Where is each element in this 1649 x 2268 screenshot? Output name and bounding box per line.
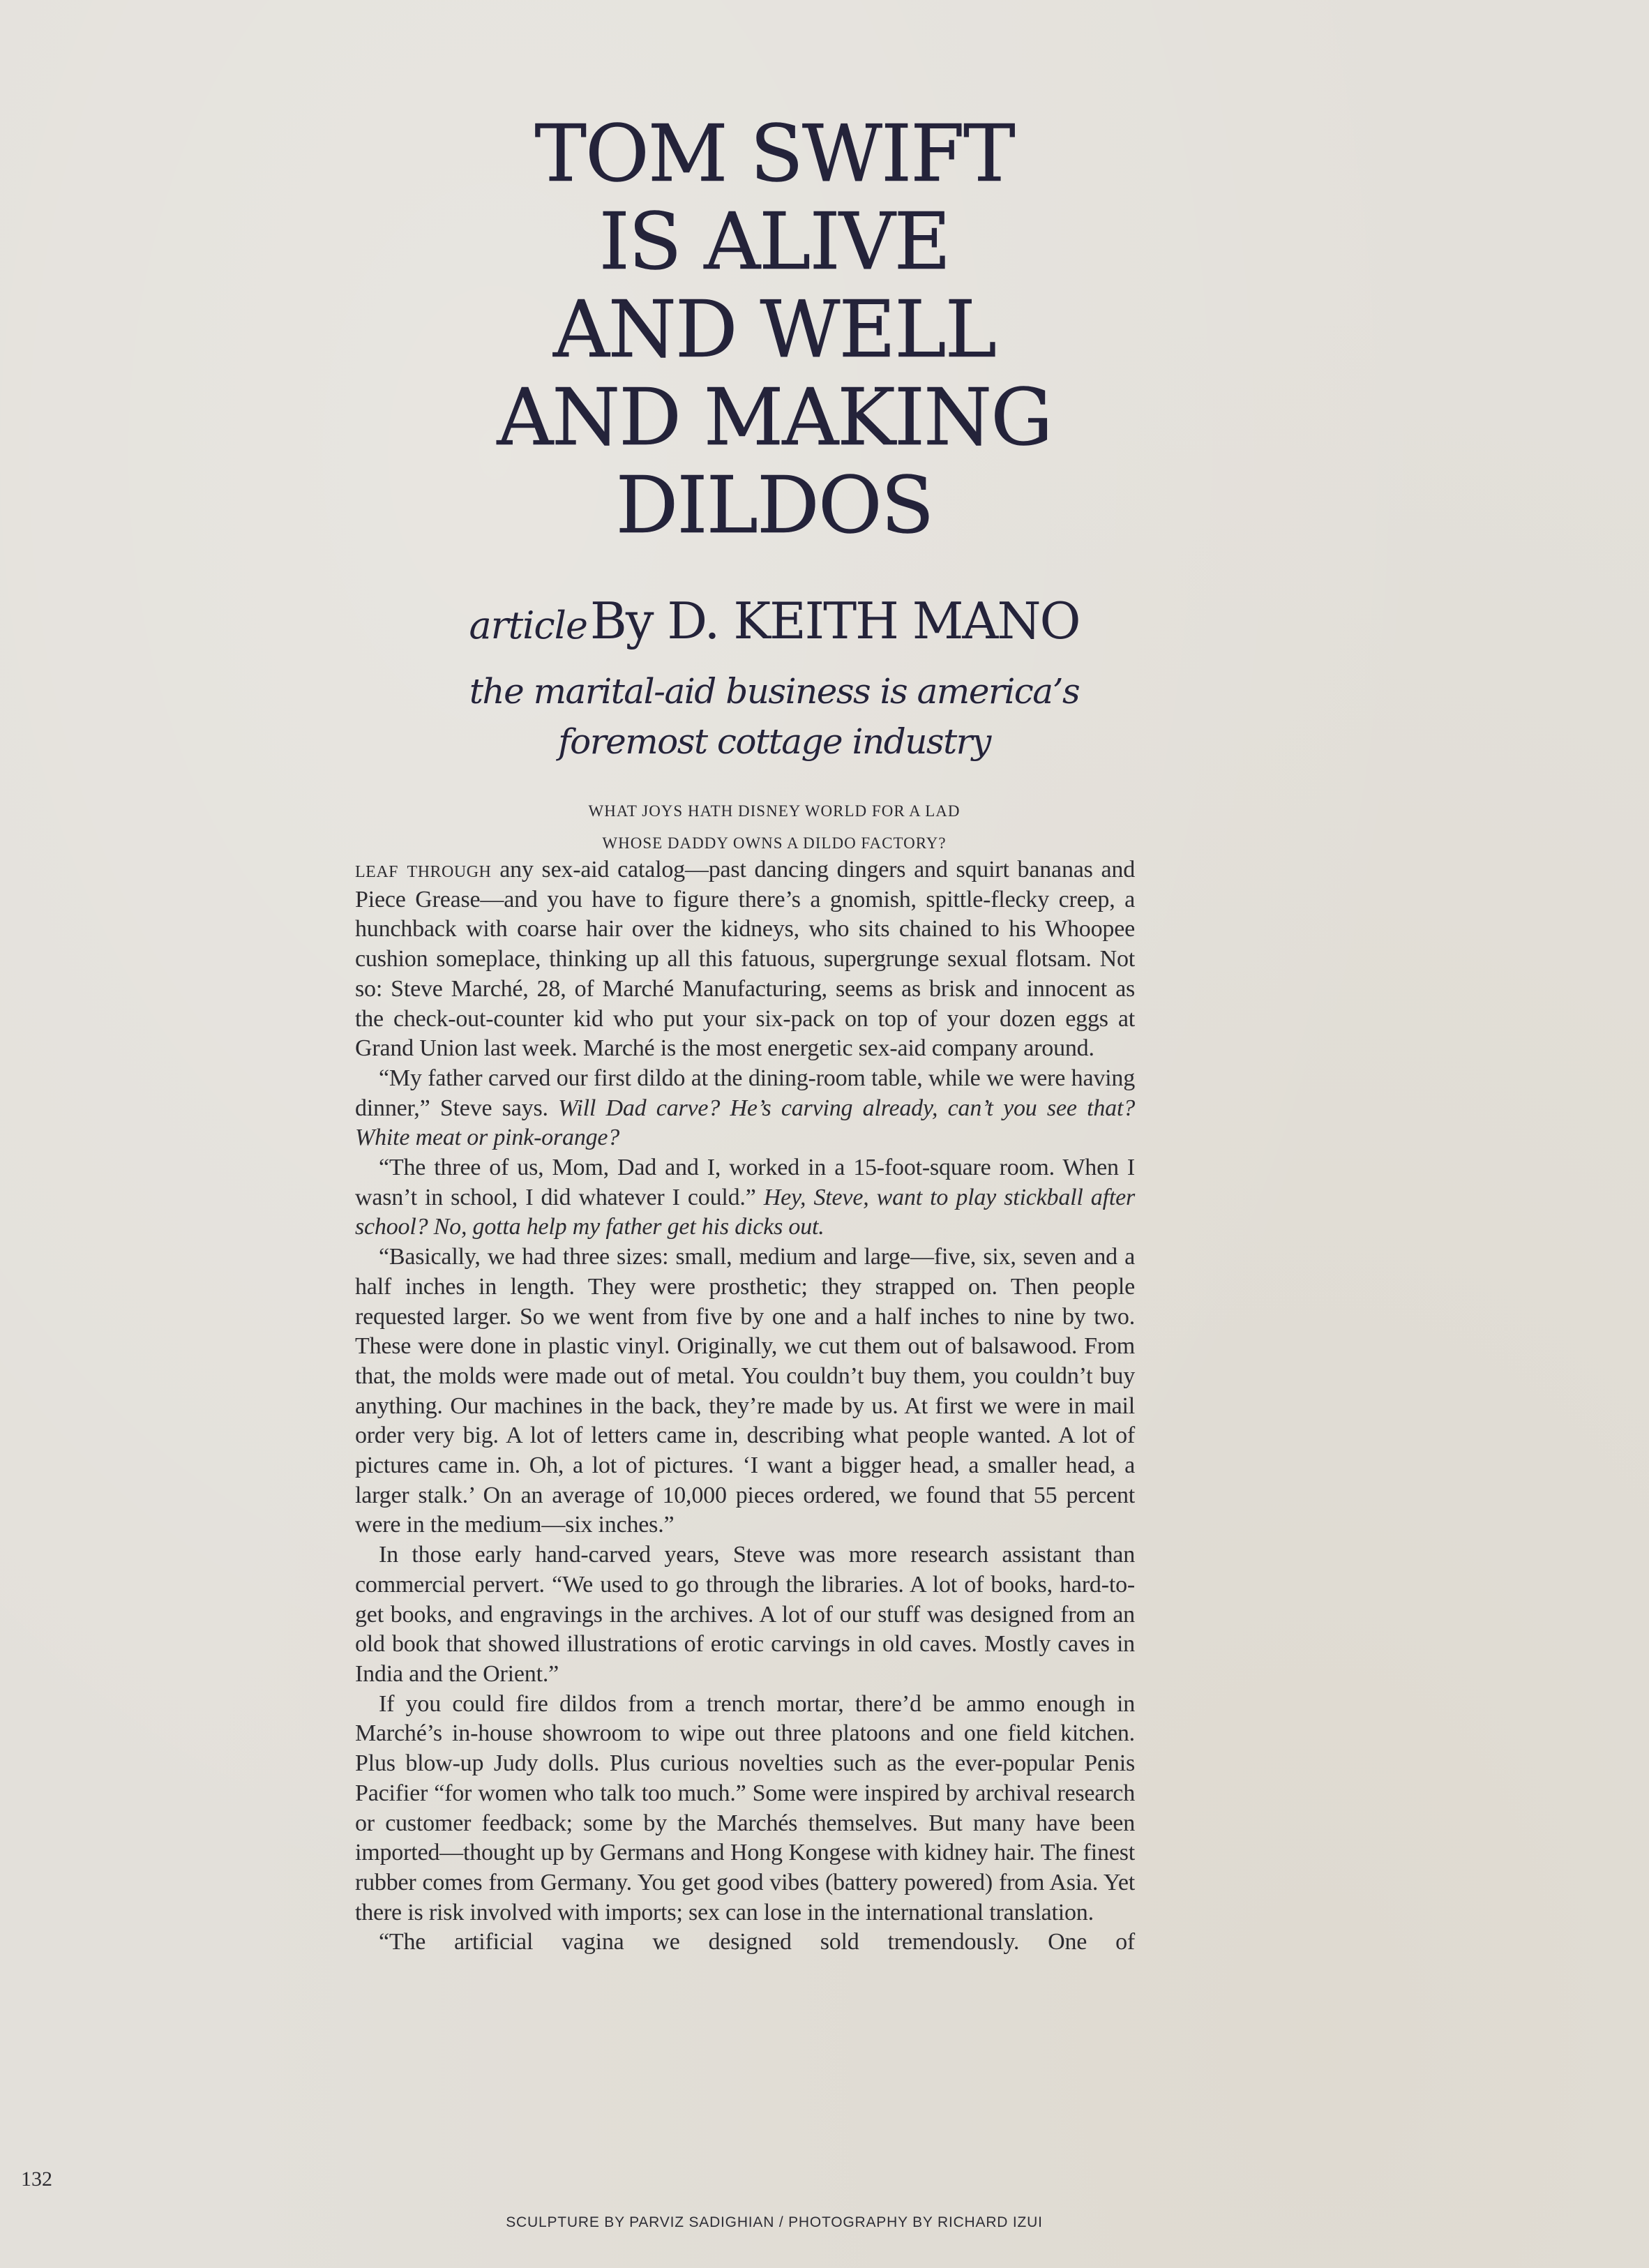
body-paragraph [355, 855, 1135, 1064]
section-teaser [391, 795, 1158, 859]
article-dek [391, 666, 1158, 767]
body-paragraph [355, 1928, 1135, 1958]
page-number: 132 [21, 2168, 52, 2191]
body-paragraph [355, 1242, 1135, 1540]
article-headline [391, 110, 1158, 550]
dek-line: the marital-aid business is america’s [469, 671, 1080, 712]
body-paragraph [355, 1153, 1135, 1242]
body-paragraph [355, 1540, 1135, 1690]
byline-kicker: article [469, 603, 587, 647]
headline-line: TOM SWIFT [534, 109, 1014, 200]
paragraph-text: If you could fire dildos from a trench mortar, there’d be ammo enough in Marché’s in-house showroom to wipe out three platoons and one field kitchen. Plus blow-up Judy dolls. Plus curious novelties such as the ever-popular Penis Pacifier “for women who talk too much.” Some were inspired by archival research or customer feedback; some by the Marchés themselves. But many have been imported—thought up by Germans and Hong Kongese with kidney hair. The finest rubber comes from Germany. You get good vibes (battery powered) from Asia. Yet there is risk involved with imports; sex can lose in the international translation. [355, 1690, 1135, 1925]
paragraph-italic-aside: Hey, Steve, want to play stickball after school? No, gotta help my father get his dicks out. [355, 1184, 1135, 1240]
paragraph-text: “Basically, we had three sizes: small, medium and large—five, six, seven and a half inches in length. They were prosthetic; they strapped on. Then people requested larger. So we went from five by one and a half inches to nine by two. These were done in plastic vinyl. Originally, we cut them out of balsawood. From that, the molds were made out of metal. You couldn’t buy them, you couldn’t buy anything. Our machines in the back, they’re made by us. At first we were in mail order very big. A lot of letters came in, describing what people wanted. A lot of pictures came in. Oh, a lot of pictures. ‘I want a bigger head, a smaller head, a larger stalk.’ On an average of 10,000 pieces ordered, we found that 55 percent were in the medium—six inches.” [355, 1244, 1135, 1538]
lead-in-smallcaps: leaf through [355, 857, 492, 883]
headline-line: DILDOS [615, 460, 933, 551]
dek-line: foremost cottage industry [558, 721, 991, 762]
photo-credits: SCULPTURE BY PARVIZ SADIGHIAN / PHOTOGRAPHY BY RICHARD IZUI [506, 2214, 1043, 2230]
headline-line: AND WELL [553, 285, 995, 375]
headline-line: IS ALIVE [598, 197, 950, 287]
headline-line: AND MAKING [497, 373, 1052, 463]
byline [391, 592, 1158, 650]
paragraph-text: In those early hand-carved years, Steve was more research assistant than commercial pervert. “We used to go through the libraries. A lot of books, hard-to-get books, and engravings in the archives. A lot of our stuff was designed from an old book that showed illustrations of erotic carvings in old caves. Mostly caves in India and the Orient.” [355, 1542, 1135, 1687]
body-paragraph [355, 1064, 1135, 1153]
article-body [355, 855, 1135, 1958]
paragraph-italic-aside: Will Dad carve? He’s carving already, can’t you see that? White meat or pink-orange? [355, 1095, 1135, 1151]
paragraph-text: “The artificial vagina we designed sold tremendously. One of [379, 1929, 1135, 1955]
byline-author: By D. KEITH MANO [589, 592, 1080, 650]
paragraph-text: any sex-aid catalog—past dancing dingers and squirt bananas and Piece Grease—and you have to figure there’s a gnomish, spittle-flecky creep, a hunchback with coarse hair over the kidneys, who sits chained to his Whoopee cushion someplace, thinking up all this fatuous, supergrunge sexual flotsam. Not so: Steve Marché, 28, of Marché Manufacturing, seems as brisk and innocent as the check-out-counter kid who put your six-pack on top of your dozen eggs at Grand Union last week. Marché is the most energetic sex-aid company around. [355, 857, 1135, 1062]
teaser-line: WHAT JOYS HATH DISNEY WORLD FOR A LAD [588, 802, 961, 820]
paragraph-text: “My father carved our first dildo at the dining-room table, while we were having dinner,” Steve says. [355, 1065, 1135, 1121]
teaser-line: WHOSE DADDY OWNS A DILDO FACTORY? [602, 834, 947, 852]
body-paragraph [355, 1690, 1135, 1928]
paragraph-text: “The three of us, Mom, Dad and I, worked in a 15-foot-square room. When I wasn’t in school, I did whatever I could.” [355, 1155, 1135, 1210]
